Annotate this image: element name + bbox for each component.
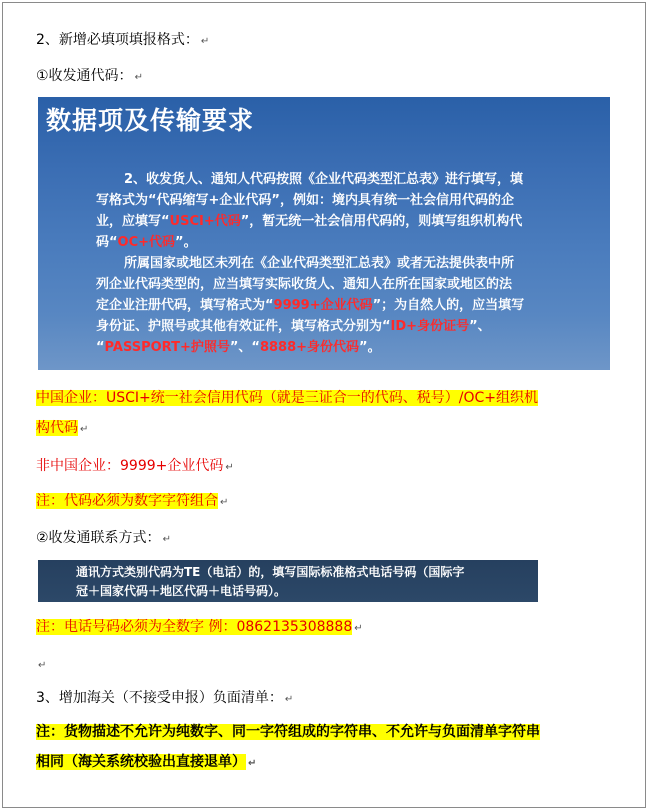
slide-line: 2、收发货人、通知人代码按照《企业代码类型汇总表》进行填写，填 <box>124 172 524 187</box>
phone-format-note: 注：电话号码必须为全数字 例：0862135308888 ↵ <box>36 619 363 635</box>
slide-body <box>96 169 592 358</box>
highlighted-code: ID+身份证号 <box>390 319 470 334</box>
highlighted-code: USCI+代码 <box>169 214 241 229</box>
paragraph-mark: ↵ <box>162 534 171 545</box>
chinese-company-note: 中国企业：USCI+统一社会信用代码（就是三证合一的代码、税号）/OC+组织机 构代码 ↵ <box>36 390 539 436</box>
paragraph-mark: ↵ <box>134 72 143 83</box>
heading-text: 3、增加海关（不接受申报）负面清单： <box>36 690 283 706</box>
paragraph-mark: ↵ <box>38 660 47 671</box>
slide-line: 码“OC+代码”。 <box>96 235 197 250</box>
contact-line-2: 冠＋国家代码＋地区代码＋电话号码）。 <box>76 584 287 598</box>
non-chinese-company-note: 非中国企业：9999+企业代码 ↵ <box>36 458 234 474</box>
slide-line: 所属国家或地区未列在《企业代码类型汇总表》或者无法提供表中所 <box>124 256 515 271</box>
goods-note-line-2: 相同（海关系统校验出直接退单） <box>36 754 246 770</box>
code-format-text: 注：代码必须为数字字符组合 <box>36 493 218 509</box>
paragraph-mark: ↵ <box>200 36 210 47</box>
chinese-company-line-2: 构代码 <box>36 420 78 436</box>
contact-line-1: 通讯方式类别代码为TE（电话）的，填写国际标准格式电话号码（国际字 <box>76 565 465 579</box>
goods-description-note: 注：货物描述不允许为纯数字、同一字符组成的字符串、不允许与负面清单字符串 相同（海关系统校验出直接退单） ↵ <box>36 724 540 770</box>
embedded-slide-image <box>38 97 610 370</box>
slide-line: 身份证、护照号或其他有效证件，填写格式分别为“ID+身份证号”、 <box>96 319 491 334</box>
section-heading-2 <box>36 30 209 52</box>
slide-line: 定企业注册代码，填写格式为“9999+企业代码”；为自然人的，应当填写 <box>96 298 525 313</box>
highlighted-code: PASSPORT+护照号 <box>104 340 230 355</box>
phone-format-text: 注：电话号码必须为全数字 例：0862135308888 <box>36 619 353 635</box>
embedded-contact-image <box>38 560 538 602</box>
subheading-text: ②收发通联系方式： <box>36 530 161 546</box>
empty-paragraph <box>36 654 46 676</box>
slide-line: 列企业代码类型的，应当填写实际收货人、通知人在所在国家或地区的法 <box>96 277 513 292</box>
highlighted-code: OC+代码 <box>117 235 176 250</box>
chinese-company-line-1: 中国企业：USCI+统一社会信用代码（就是三证合一的代码、税号）/OC+组织机 <box>36 390 539 406</box>
goods-note-line-1: 注：货物描述不允许为纯数字、同一字符组成的字符串、不允许与负面清单字符串 <box>36 724 540 740</box>
subheading-text: ①收发通代码： <box>36 68 133 84</box>
code-format-note: 注：代码必须为数字字符组合 ↵ <box>36 493 229 509</box>
paragraph-mark: ↵ <box>284 694 294 705</box>
non-chinese-company-text: 非中国企业：9999+企业代码 <box>36 458 224 474</box>
slide-title: 数据项及传输要求 <box>46 106 255 135</box>
slide-line: 写格式为“代码缩写+企业代码”，例如：境内具有统一社会信用代码的企 <box>96 193 514 208</box>
highlighted-code: 8888+身份代码 <box>259 340 360 355</box>
slide-line: “PASSPORT+护照号”、“8888+身份代码”。 <box>96 340 381 355</box>
heading-text: 2、新增必填项填报格式： <box>36 32 199 48</box>
subheading-contact <box>36 528 171 550</box>
slide-line: 业，应填写“USCI+代码”，暂无统一社会信用代码的，则填写组织机构代 <box>96 214 523 229</box>
highlighted-code: 9999+企业代码 <box>273 298 373 313</box>
section-heading-3 <box>36 688 293 710</box>
subheading-shipper-code <box>36 66 143 88</box>
